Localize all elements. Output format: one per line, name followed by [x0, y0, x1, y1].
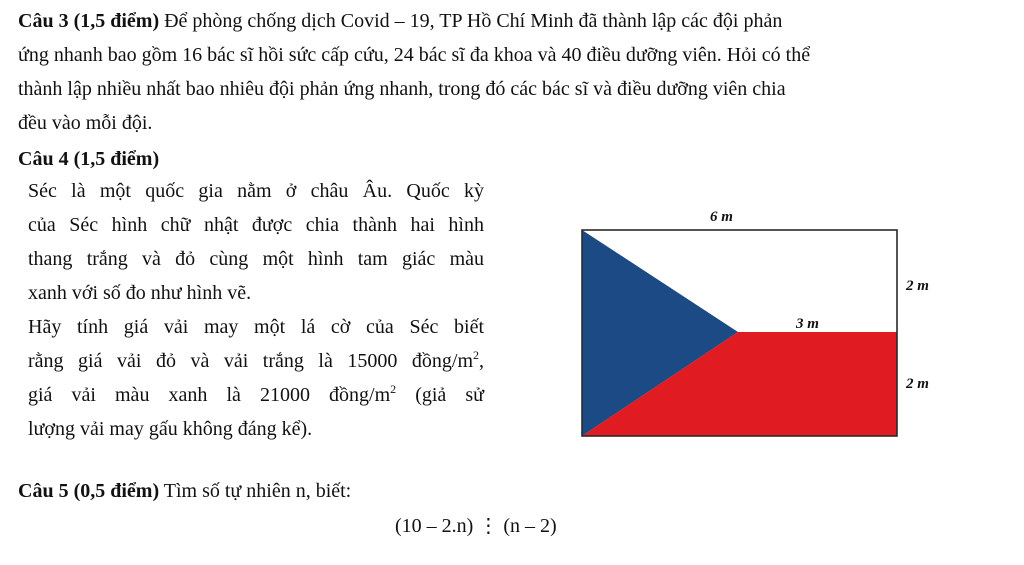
question-3 — [18, 4, 978, 140]
question-4-line-8: lượng vải may gấu không đáng kể). — [28, 418, 313, 440]
question-4-line-7-suffix: (giả sử — [396, 384, 484, 406]
question-5-text: Tìm số tự nhiên n, biết: — [159, 480, 352, 502]
question-4-heading: Câu 4 (1,5 điểm) — [18, 148, 160, 170]
question-4-line-6-suffix: , — [479, 350, 484, 372]
question-3-line-2: ứng nhanh bao gồm 16 bác sĩ hồi sức cấp cứu, 24 bác sĩ đa khoa và 40 điều dưỡng viên. Hỏi có thể — [18, 44, 811, 66]
question-5 — [18, 479, 351, 503]
question-4-line-3: thang trắng và đỏ cùng một hình tam giác màu — [28, 248, 484, 270]
question-3-line-3: thành lập nhiều nhất bao nhiêu đội phản ứng nhanh, trong đó các bác sĩ và điều dưỡng viên chia — [18, 78, 786, 100]
question-4-line-6 — [28, 344, 484, 378]
label-3m: 3 m — [796, 316, 819, 332]
question-4-text — [28, 174, 484, 446]
label-2m-bottom: 2 m — [906, 376, 929, 392]
question-4-line-5: Hãy tính giá vải may một lá cờ của Séc biết — [28, 316, 484, 338]
question-4-line-1: Séc là một quốc gia nằm ở châu Âu. Quốc kỳ — [28, 180, 484, 202]
label-2m-top: 2 m — [906, 278, 929, 294]
superscript-2: 2 — [390, 382, 397, 396]
question-3-text-1: Để phòng chống dịch Covid – 19, TP Hồ Chí Minh đã thành lập các đội phản — [159, 10, 783, 32]
czech-flag-figure — [570, 200, 950, 450]
question-3-line-4: đều vào mỗi đội. — [18, 112, 153, 134]
superscript-2: 2 — [473, 348, 479, 362]
question-3-heading: Câu 3 (1,5 điểm) — [18, 10, 160, 32]
label-6m: 6 m — [710, 209, 733, 225]
question-4-line-4: xanh với số đo như hình vẽ. — [28, 282, 252, 304]
question-5-formula: (10 – 2.n) ⋮ (n – 2) — [395, 515, 557, 537]
question-4-line-7 — [28, 378, 484, 412]
question-3-line-1 — [18, 4, 978, 38]
question-4-line-2: của Séc hình chữ nhật được chia thành hai hình — [28, 214, 484, 236]
question-4-line-7-text: giá vải màu xanh là 21000 đồng/m — [28, 384, 391, 406]
question-5-heading: Câu 5 (0,5 điểm) — [18, 480, 160, 502]
question-4-line-6-text: rằng giá vải đỏ và vải trắng là 15000 đồng/m — [28, 350, 473, 372]
